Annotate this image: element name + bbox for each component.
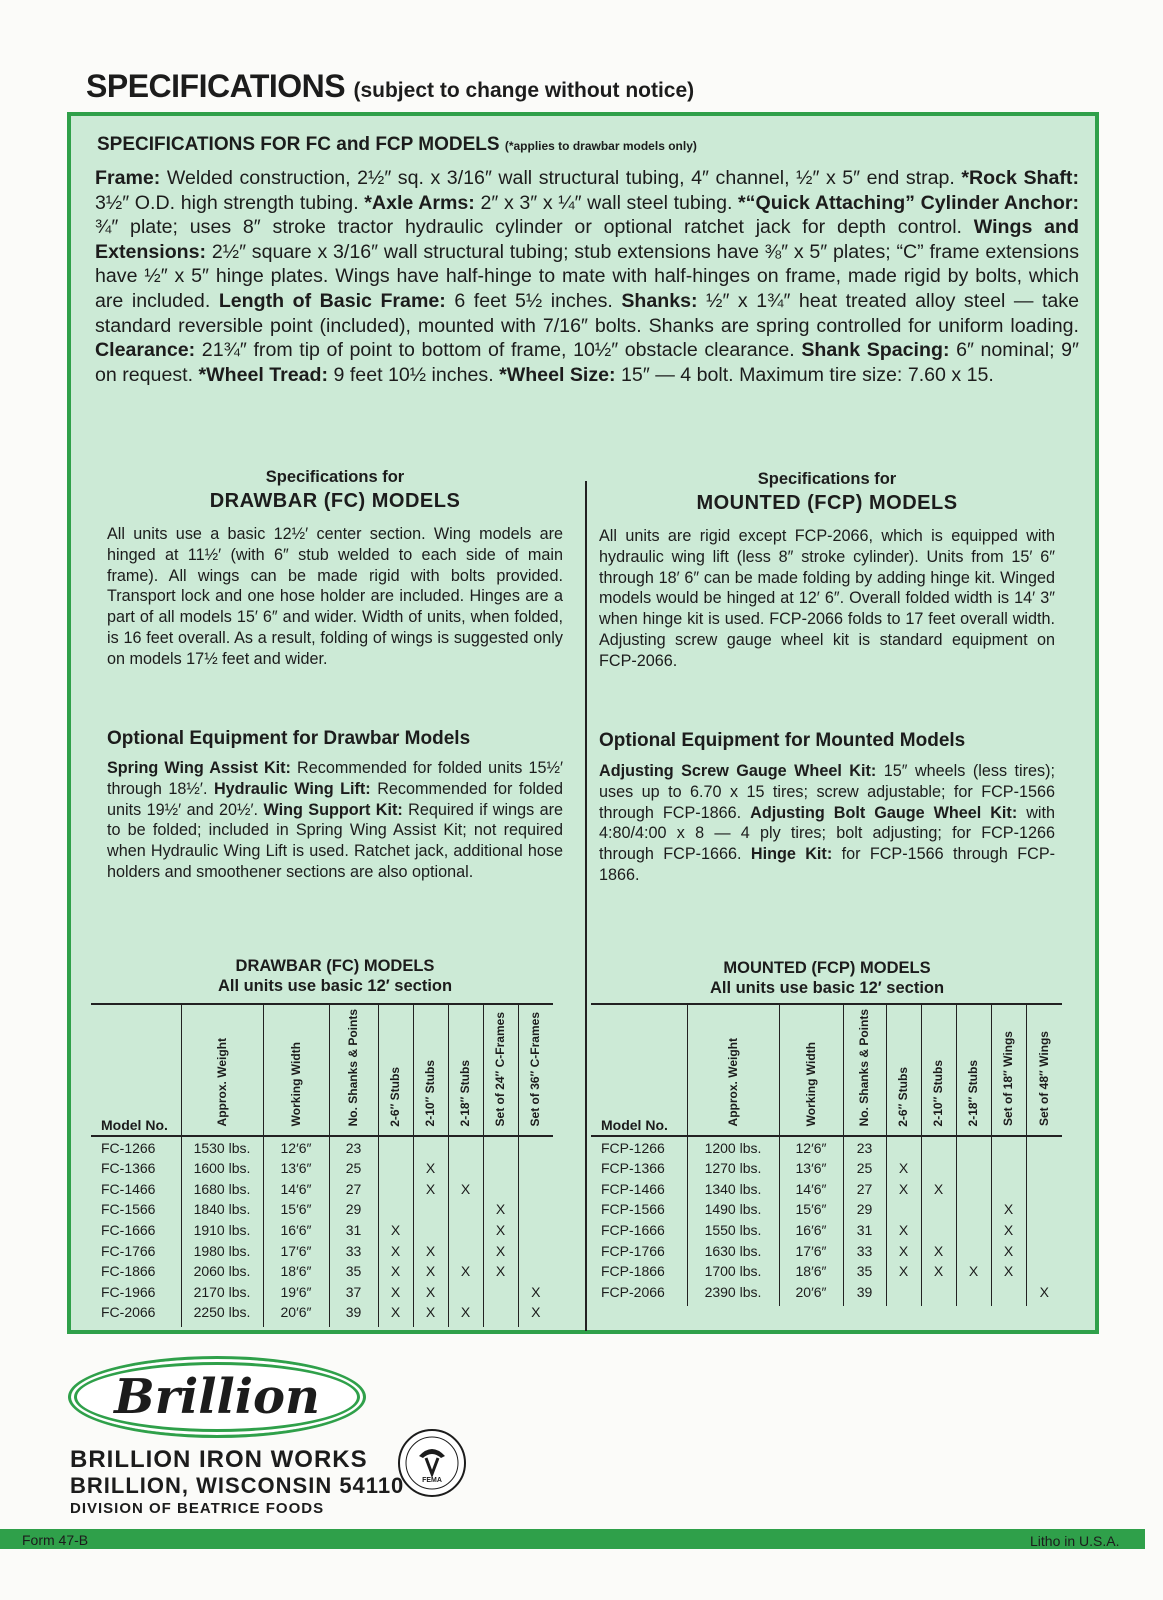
table-cell [518,1220,553,1241]
drawbar-table-subtitle: All units use basic 12′ section [217,977,453,995]
mounted-title: MOUNTED (FCP) MODELS [696,492,958,514]
company-division: DIVISION OF BEATRICE FOODS [70,1500,325,1517]
table-cell [991,1282,1026,1307]
table-cell [413,1136,448,1158]
table-cell: FCP-1266 [601,1139,665,1156]
table-cell: 2170 lbs. [181,1282,263,1303]
column-header: Set of 48″ Wings [1026,1004,1062,1136]
table-cell [518,1179,553,1200]
spec-term: Wings and Extensions: [95,216,1079,263]
drawbar-optional-title: Optional Equipment for Drawbar Models [107,728,471,749]
table-cell [921,1282,956,1307]
column-divider [585,481,587,1331]
table-cell: X [991,1261,1026,1282]
table-cell: X [886,1220,921,1241]
table-cell [483,1282,518,1303]
table-cell [991,1158,1026,1179]
fc-fcp-heading-text: SPECIFICATIONS FOR FC and FCP MODELS [97,134,500,155]
brillion-logo-text: Brillion [114,1369,320,1425]
table-cell: 17′6″ [263,1240,329,1261]
table-cell: FCP-1366 [601,1160,665,1177]
table-cell: FC-1666 [101,1222,156,1239]
table-row [591,1179,1062,1200]
table-cell: X [886,1240,921,1261]
table-cell: X [921,1261,956,1282]
table-row [91,1220,553,1241]
table-cell [518,1261,553,1282]
column-header: 2-18″ Stubs [956,1004,991,1136]
fc-fcp-heading-note: (*applies to drawbar models only) [504,139,697,153]
table-cell: 1530 lbs. [181,1136,263,1158]
drawbar-title: DRAWBAR (FC) MODELS [209,490,461,512]
spec-term: *Wheel Size: [499,363,616,386]
table-row [91,1158,553,1179]
fema-seal-text: FEMA [422,1477,442,1484]
table-cell: X [483,1240,518,1261]
table-cell: X [378,1282,413,1303]
spec-term: Hydraulic Wing Lift: [213,779,371,798]
table-cell: X [448,1302,483,1327]
form-number: Form 47-B [22,1532,89,1548]
table-row [591,1136,1062,1158]
table-cell [1026,1220,1062,1241]
fema-seal-icon [397,1428,467,1498]
table-cell: 16′6″ [779,1220,843,1241]
table-cell: FCP-1466 [601,1180,665,1197]
table-cell: 33 [329,1240,378,1261]
table-cell [956,1158,991,1179]
litho-note: Litho in U.S.A. [1030,1533,1120,1549]
table-cell [991,1179,1026,1200]
drawbar-table-title [107,956,563,996]
column-header: No. Shanks & Points [843,1004,886,1136]
table-cell: FCP-2066 [601,1283,665,1300]
table-cell: FC-1766 [101,1242,156,1259]
table-cell: X [483,1261,518,1282]
table-cell: 13′6″ [779,1158,843,1179]
table-cell: 29 [843,1199,886,1220]
brillion-logo [68,1356,366,1438]
column-header: Model No. [591,1004,687,1136]
table-cell: 1680 lbs. [181,1179,263,1200]
table-cell: X [886,1158,921,1179]
table-cell: FC-1566 [101,1201,156,1218]
table-cell: 14′6″ [263,1179,329,1200]
table-cell [1026,1158,1062,1179]
table-cell [1026,1136,1062,1158]
column-header: Working Width [779,1004,843,1136]
table-cell: 31 [329,1220,378,1241]
spec-term: Adjusting Bolt Gauge Wheel Kit: [750,803,1018,822]
table-cell [921,1158,956,1179]
specifications-panel [67,112,1099,1334]
table-cell: 1600 lbs. [181,1158,263,1179]
mounted-models-table [591,1003,1062,1306]
table-cell [921,1199,956,1220]
table-cell: 1700 lbs. [687,1261,779,1282]
table-cell [413,1220,448,1241]
page-title [86,68,694,105]
column-header: No. Shanks & Points [329,1004,378,1136]
drawbar-kicker: Specifications for [265,468,405,486]
column-header: Working Width [263,1004,329,1136]
column-header: 2-6″ Stubs [378,1004,413,1136]
table-cell: X [413,1158,448,1179]
table-cell: X [378,1302,413,1327]
table-cell: 1200 lbs. [687,1136,779,1158]
table-cell: FC-1966 [101,1283,156,1300]
mounted-optional-text: Adjusting Screw Gauge Wheel Kit: 15″ wheels (less tires); uses up to 6.70 x 15 tires; screw adjustable; for FCP-1566 through FCP-1866. Adjusting Bolt Gauge Wheel Kit: with 4:80/4:00 x 8 — 4 ply tires; bolt adjusting; for FCP-1266 through FCP-1666. Hinge Kit: for FCP-1566 through FCP-1866. [599,762,1056,884]
table-cell: X [991,1199,1026,1220]
spec-term: Hinge Kit: [750,845,833,864]
table-cell: X [448,1261,483,1282]
table-cell: 12′6″ [263,1136,329,1158]
title-subtitle: (subject to change without notice) [353,79,695,102]
table-cell: X [483,1220,518,1241]
table-cell [921,1220,956,1241]
table-cell: X [921,1240,956,1261]
table-cell [483,1136,518,1158]
table-cell: X [448,1179,483,1200]
table-cell [886,1282,921,1307]
table-cell [378,1158,413,1179]
drawbar-models-table [91,1003,553,1327]
table-cell: 37 [329,1282,378,1303]
table-cell: FCP-1566 [601,1201,665,1218]
table-cell: FCP-1666 [601,1222,665,1239]
table-cell: X [921,1179,956,1200]
table-cell: 1550 lbs. [687,1220,779,1241]
spec-term: *Axle Arms: [364,191,475,214]
table-cell [518,1199,553,1220]
table-cell [448,1220,483,1241]
table-cell [518,1158,553,1179]
table-cell: X [378,1220,413,1241]
table-cell: 14′6″ [779,1179,843,1200]
table-cell: X [378,1240,413,1261]
table-cell: 23 [843,1136,886,1158]
table-row [91,1302,553,1327]
table-cell: 1490 lbs. [687,1199,779,1220]
table-row [591,1282,1062,1307]
table-cell [518,1136,553,1158]
drawbar-description: All units use a basic 12½′ center section. Wing models are hinged at 11½′ (with 6″ stub welded to each side of main frame). All wings can be made rigid with bolts provided. Transport lock and one hose holder are included. Hinges are a part of all models 15′ 6″ and wider. Width of units, when folded, is 16 feet overall. As a result, folding of wings is suggested only on models 17½ feet and wider. [107,525,563,668]
table-cell: 1840 lbs. [181,1199,263,1220]
table-cell [378,1136,413,1158]
table-cell: FC-1466 [101,1180,156,1197]
table-cell [886,1199,921,1220]
table-row [91,1179,553,1200]
spec-term: Spring Wing Assist Kit: [107,759,291,777]
table-cell: 15′6″ [779,1199,843,1220]
table-row [591,1240,1062,1261]
table-cell [886,1136,921,1158]
mounted-optional-title: Optional Equipment for Mounted Models [599,730,966,751]
table-row [91,1240,553,1261]
table-cell: X [956,1261,991,1282]
table-cell: 1910 lbs. [181,1220,263,1241]
table-cell: X [413,1240,448,1261]
drawbar-optional-text: Spring Wing Assist Kit: Recommended for folded units 15½′ through 18½′. Hydraulic Wing Lift: Recommended for folded units 19½′ and 20½′. Wing Support Kit: Required if wings are to be folded; included in Spring Wing Assist Kit; not required when Hydraulic Wing Lift is used. Ratchet jack, additional hose holders and smoothener sections are also optional. [107,759,563,881]
title-main: SPECIFICATIONS [86,68,346,104]
table-cell: 23 [329,1136,378,1158]
table-cell: 27 [329,1179,378,1200]
table-cell [448,1240,483,1261]
spec-term: *Wheel Tread: [198,363,329,386]
table-cell: X [886,1179,921,1200]
table-cell [956,1136,991,1158]
table-cell: 1340 lbs. [687,1179,779,1200]
table-row [91,1282,553,1303]
table-cell: FC-1266 [101,1139,156,1156]
table-cell [483,1158,518,1179]
spec-term: Frame: [95,167,161,189]
mounted-table-subtitle: All units use basic 12′ section [709,979,945,997]
table-cell: 15′6″ [263,1199,329,1220]
table-cell: X [413,1179,448,1200]
table-cell: FC-1866 [101,1263,156,1280]
spec-term: Length of Basic Frame: [218,289,446,312]
table-cell: 18′6″ [779,1261,843,1282]
table-cell: X [1026,1282,1062,1307]
table-cell: 20′6″ [779,1282,843,1307]
table-cell [1026,1240,1062,1261]
table-row [91,1199,553,1220]
mounted-description: All units are rigid except FCP-2066, which is equipped with hydraulic wing lift (less 8″ stroke cylinder). Units from 15′ 6″ through 18′ 6″ can be made folding by adding hinge kit. Winged models would be hinged at 12′ 6″. Overall folded width is 14′ 3″ when hinge kit is used. FCP-2066 folds to 17 feet overall width. Adjusting screw gauge wheel kit is standard equipment on FCP-2066. [599,527,1055,670]
column-header: Approx. Weight [687,1004,779,1136]
table-cell: 39 [329,1302,378,1327]
table-row [91,1261,553,1282]
table-cell [921,1136,956,1158]
table-cell [1026,1179,1062,1200]
table-cell: 2060 lbs. [181,1261,263,1282]
table-cell: X [413,1302,448,1327]
table-cell: X [378,1261,413,1282]
table-cell [956,1240,991,1261]
spec-term: Wing Support Kit: [263,800,403,819]
table-cell: X [991,1220,1026,1241]
table-cell: 1980 lbs. [181,1240,263,1261]
spec-term: *Rock Shaft: [961,167,1079,189]
spec-term: Shank Spacing: [801,339,950,362]
table-cell: 20′6″ [263,1302,329,1327]
table-cell: 1630 lbs. [687,1240,779,1261]
table-cell [378,1179,413,1200]
table-cell: 25 [329,1158,378,1179]
table-cell: FC-2066 [101,1304,156,1321]
table-row [591,1199,1062,1220]
fc-fcp-spec-text: Frame: Welded construction, 2½″ sq. x 3/16″ wall structural tubing, 4″ channel, ½″ x 5″ end strap. *Rock Shaft: 3½″ O.D. high strength tubing. *Axle Arms: 2″ x 3″ x ¼″ wall steel tubing. *“Quick Attaching” Cylinder Anchor: ¾″ plate; uses 8″ stroke tractor hydraulic cylinder or optional ratchet jack for depth control. Wings and Extensions: 2½″ square x 3/16″ wall structural tubing; stub extensions have ⅜″ x 5″ plates; “C” frame extensions have ½″ x 5″ hinge plates. Wings have half-hinge to mate with half-hinges on frame, made rigid by bolts, which are included. Length of Basic Frame: 6 feet 5½ inches. Shanks: ½″ x 1¾″ heat treated alloy steel — take standard reversible point (included), mounted with 7/16″ bolts. Shanks are spring controlled for uniform loading. Clearance: 21¾″ from tip of point to bottom of frame, 10½″ obstacle clearance. Shank Spacing: 6″ nominal; 9″ on request. *Wheel Tread: 9 feet 10½ inches. *Wheel Size: 15″ — 4 bolt. Maximum tire size: 7.60 x 15. [95,167,1080,386]
fc-fcp-heading [97,134,697,156]
table-cell: 31 [843,1220,886,1241]
column-header: Model No. [91,1004,181,1136]
table-cell: 25 [843,1158,886,1179]
column-header: Approx. Weight [181,1004,263,1136]
table-cell: 18′6″ [263,1261,329,1282]
table-cell [448,1199,483,1220]
table-cell [1026,1261,1062,1282]
column-header: Set of 18″ Wings [991,1004,1026,1136]
table-cell [991,1136,1026,1158]
table-row [591,1261,1062,1282]
table-cell: 12′6″ [779,1136,843,1158]
table-cell: FCP-1866 [601,1263,665,1280]
table-cell: X [991,1240,1026,1261]
table-row [591,1220,1062,1241]
table-cell: FC-1366 [101,1160,156,1177]
table-cell: 1270 lbs. [687,1158,779,1179]
table-cell: 19′6″ [263,1282,329,1303]
table-cell: 17′6″ [779,1240,843,1261]
table-cell: X [518,1282,553,1303]
table-cell: X [483,1199,518,1220]
company-address: BRILLION, WISCONSIN 54110 [70,1473,405,1498]
table-cell: 2250 lbs. [181,1302,263,1327]
column-header: 2-10″ Stubs [413,1004,448,1136]
table-cell [448,1136,483,1158]
spec-term: Clearance: [95,339,196,362]
mounted-table-title [599,958,1055,998]
table-cell: 13′6″ [263,1158,329,1179]
table-cell [378,1199,413,1220]
table-cell [448,1158,483,1179]
table-row [591,1158,1062,1179]
table-cell: 27 [843,1179,886,1200]
spec-term: Adjusting Screw Gauge Wheel Kit: [599,762,877,780]
footer-bar [0,1529,1145,1549]
column-header: Set of 36″ C-Frames [518,1004,553,1136]
drawbar-table-title-line: DRAWBAR (FC) MODELS [235,957,435,975]
column-header: 2-6″ Stubs [886,1004,921,1136]
column-header: 2-10″ Stubs [921,1004,956,1136]
table-row [91,1136,553,1158]
table-cell: 2390 lbs. [687,1282,779,1307]
table-cell: 39 [843,1282,886,1307]
mounted-table-title-line: MOUNTED (FCP) MODELS [723,959,931,977]
table-cell: X [413,1261,448,1282]
table-cell [413,1199,448,1220]
column-header: 2-18″ Stubs [448,1004,483,1136]
company-name: BRILLION IRON WORKS [70,1446,368,1473]
table-cell: 33 [843,1240,886,1261]
table-cell [956,1199,991,1220]
spec-term: *“Quick Attaching” Cylinder Anchor: [738,191,1079,214]
table-cell [956,1179,991,1200]
table-cell [956,1282,991,1307]
table-cell: FCP-1766 [601,1242,665,1259]
table-cell: 35 [843,1261,886,1282]
table-cell [483,1302,518,1327]
table-cell [956,1220,991,1241]
table-cell [1026,1199,1062,1220]
table-cell: X [413,1282,448,1303]
table-cell: 29 [329,1199,378,1220]
table-cell: 16′6″ [263,1220,329,1241]
table-cell: X [886,1261,921,1282]
spec-term: Shanks: [621,289,698,312]
table-cell [448,1282,483,1303]
table-cell: 35 [329,1261,378,1282]
mounted-kicker: Specifications for [757,470,897,488]
column-header: Set of 24″ C-Frames [483,1004,518,1136]
table-cell [518,1240,553,1261]
table-cell [483,1179,518,1200]
table-cell: X [518,1302,553,1327]
